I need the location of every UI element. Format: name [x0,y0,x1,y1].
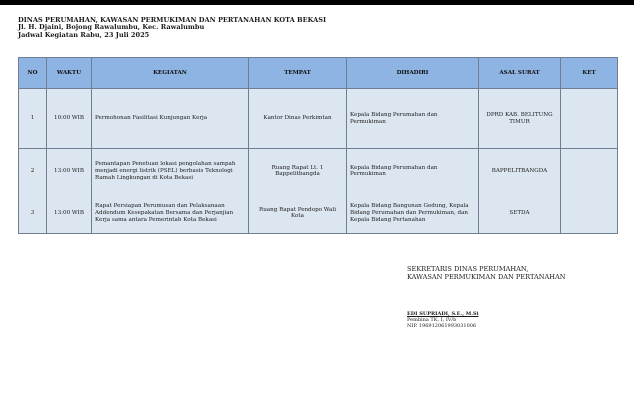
column-header-kegiatan: KEGIATAN [92,58,249,89]
column-header-asal-surat: ASAL SURAT [479,58,561,89]
column-header-ket: KET [561,58,618,89]
document-header [18,17,618,39]
agency-address: Jl. H. Djaini, Bojong Rawalumbu, Kec. Rawalumbu [18,23,205,32]
cell-dihadiri: Kepala Bidang Perumahan dan Permukiman [347,149,479,194]
schedule-title: Jadwal Kegiatan Rabu, 23 Juli 2025 [18,30,150,39]
cell-no: 1 [19,89,47,149]
cell-no: 3 [19,194,47,234]
cell-no: 2 [19,149,47,194]
cell-kegiatan: Rapat Persiapan Perumusan dan Pelaksanaan Addendum Kesepakatan Bersama dan Perjanjian Kerja sama antara Pemerintah Kota Bekasi [92,194,249,234]
top-black-bar [0,0,634,5]
column-header-tempat: TEMPAT [249,58,347,89]
cell-waktu: 10:00 WIB [47,89,92,149]
agency-name: DINAS PERUMAHAN, KAWASAN PERMUKIMAN DAN PERTANAHAN KOTA BEKASI [18,16,327,24]
column-header-dihadiri: DIHADIRI [347,58,479,89]
cell-ket [561,194,618,234]
schedule-table [18,57,618,234]
table-row [19,194,618,234]
cell-dihadiri: Kepala Bidang Perumahan dan Permukiman [347,89,479,149]
cell-asal-surat: BAPPELITBANGDA [479,149,561,194]
table-row [19,149,618,194]
cell-asal-surat: DPRD KAB. BELITUNG TIMUR [479,89,561,149]
cell-kegiatan: Pemantapan Penetuan lokasi pengolahan sampah menjadi energi listrik (PSEL) berbasis Teknologi Ramah Lingkungan di Kota Bekasi [92,149,249,194]
cell-tempat: Ruang Rapat Pendopo Wali Kota [249,194,347,234]
cell-dihadiri: Kepala Bidang Bangunan Gedung, Kepala Bidang Perumahan dan Permukiman, dan Kepala Bidang Pertanahan [347,194,479,234]
table-header-row [19,58,618,89]
signatory-nip: NIP. 196912061993031006 [407,323,477,329]
cell-tempat: Ruang Rapat Lt. 1 Bappelitbangda [249,149,347,194]
cell-tempat: Kantor Dinas Perkimtan [249,89,347,149]
cell-ket [561,149,618,194]
cell-waktu: 13:00 WIB [47,149,92,194]
column-header-waktu: WAKTU [47,58,92,89]
column-header-no: NO [19,58,47,89]
cell-kegiatan: Permohonan Fasilitasi Kunjungan Kerja [92,89,249,149]
signatory-title-line2: KAWASAN PERMUKIMAN DAN PERTANAHAN [407,273,566,281]
signatory-rank: Pembina TK. I, IV/b [407,317,457,323]
signatory-title-line1: SEKRETARIS DINAS PERUMAHAN, [407,265,529,273]
cell-asal-surat: SETDA [479,194,561,234]
signatory-name: EDI SUPRIADI, S.E., M.Si [407,311,479,317]
cell-waktu: 13:00 WIB [47,194,92,234]
table-row [19,89,618,149]
signature-block [407,265,627,329]
cell-ket [561,89,618,149]
